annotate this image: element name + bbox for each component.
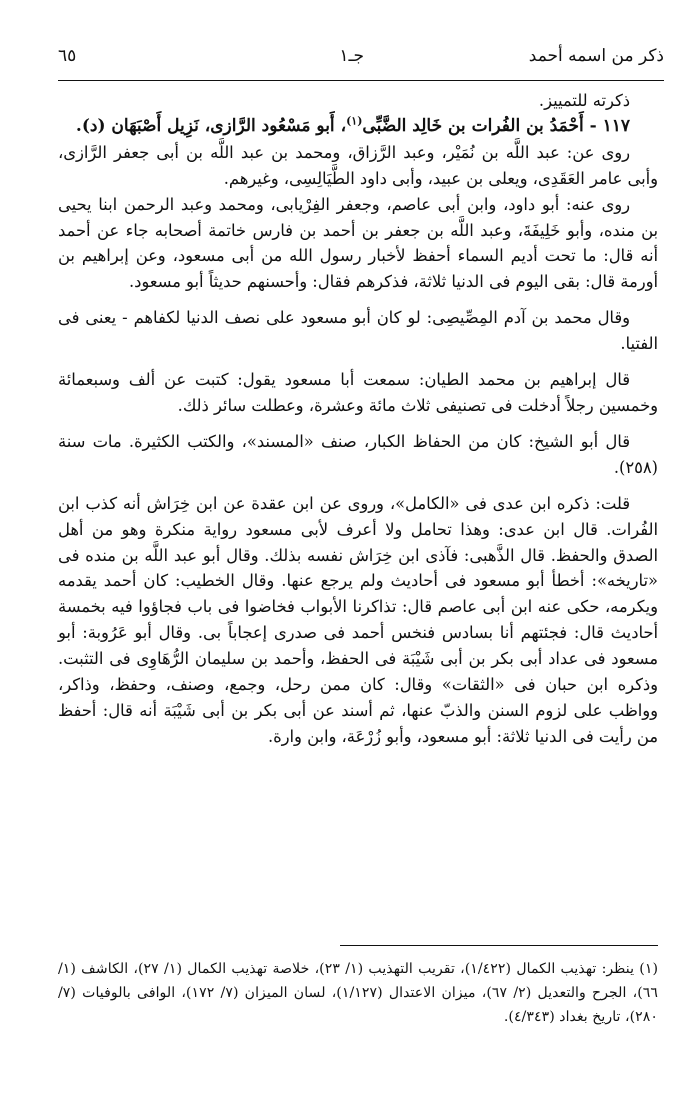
paragraph-abu-shaykh: قال أبو الشيخ: كان من الحفاظ الكبار، صنف «المسند»، والكتب الكثيرة. مات سنة (٢٥٨). xyxy=(58,431,658,477)
paragraph-tayyan: قال إبراهيم بن محمد الطيان: سمعت أبا مسعود يقول: كتبت عن ألف وسبعمائة وخمسين رجلاً أدخلت فى تصنيفى ثلاث مائة وعشرة، وعطلت سائر ذلك. xyxy=(58,370,658,415)
paragraph-narrated-by: روى عنه: أبو داود، وابن أبى عاصم، وجعفر الفِرْيابى، ومحمد وعبد الرحمن ابنا يحيى بن منده، وأبو خَلِيفَةَ، وعبد اللَّه بن جعفر بن أحمد بن فارس خاتمة أصحابه جاء عن أحمد أنه قال: ما تحت أديم السماء أحفظ لأخبار رسول الله من أبى مسعود، وعن إبراهيم بن أورمة قال: بقى اليوم فى الدنيا ثلاثة، فذكرهم فقال: وأحسنهم حديثاً أبو مسعود. xyxy=(58,194,658,292)
entry-heading xyxy=(58,114,658,140)
entry-number: ١١٧ - xyxy=(589,115,630,136)
running-title: ذكر من اسمه أحمد xyxy=(528,46,664,66)
paragraph-qultu: قلت: ذكره ابن عدى فى «الكامل»، وروى عن ابن عقدة عن ابن خِرَاش أنه كذب ابن الفُرات. قال ابن عدى: وهذا تحامل ولا أعرف لأبى مسعود رواية منكرة وهو من أهل الصدق والحفظ. قال الذَّهبى: فآذى ابن خِرَاش نفسه بذلك. وقال أبو عبد اللَّه بن منده فى «تاريخه»: أخطأ أبو مسعود فى أحاديث ولم يرجع عنها. وقال الخطيب: كان أحمد يقدمه ويكرمه، حكى عنه ابن أبى عاصم قال: تذاكرنا الأبواب فخاضوا فى باب فجاؤوا فيه بخمسة أحاديث قال: فجئتهم أنا بسادس فنخس أحمد فى صدرى إعجاباً بى. وقال أبو عَرُوبة: أبو مسعود فى عداد أبى بكر بن أبى شَيْبَة فى الحفظ، وأحمد بن سليمان الرُّهَاوِى فى التثبت. وذكره ابن حبان فى «الثقات» وقال: كان ممن رحل، وجمع، وصنف، وحفظ، وذاكر، وواظب على لزوم السنن والذبّ عنها، ثم أسند عن أبى بكر بن أبى شَيْبَة أنه قال: أحفظ من رأيت فى الدنيا ثلاثة: أبو مسعود، وأبو زُرْعَة، وابن وارة. xyxy=(58,493,658,746)
footnote-ref: (١) xyxy=(346,114,363,128)
page-number: ٦٥ xyxy=(58,46,77,66)
header-rule xyxy=(58,80,664,81)
footnotes xyxy=(58,957,658,1029)
entry-name: أَحْمَدُ بن الفُرات بن خَالِد الضَّبِّى xyxy=(362,115,584,136)
paragraph-missisi: وقال محمد بن آدم المِصِّيصِى: لو كان أبو مسعود على نصف الدنيا لكفاهم - يعنى فى الفتيا. xyxy=(58,308,658,354)
main-text xyxy=(58,88,658,750)
paragraph-intro: ذكرته للتمييز. xyxy=(538,91,630,110)
volume-label: جـ١ xyxy=(339,46,364,66)
paragraph-narrated-from: روى عن: عبد اللَّه بن نُمَيْر، وعبد الرَّزاق، ومحمد بن عبد اللَّه بن أبى جعفر الرَّازى، وأبى عامر العَقَدِى، ويعلى بن عبيد، وأبى داود الطَّيَالِسِى، وغيرهم. xyxy=(58,142,658,188)
footnote-rule xyxy=(340,945,658,946)
entry-name-cont: ، أَبو مَسْعُود الرَّازى، نَزِيل أَصْبَهَان (د). xyxy=(75,115,347,136)
footnote-1: (١) ينظر: تهذيب الكمال (١/٤٢٢)، تقريب التهذيب (١/ ٢٣)، خلاصة تهذيب الكمال (١/ ٢٧)، الكاشف (١/ ٦٦)، الجرح والتعديل (٢/ ٦٧)، ميزان الاعتدال (١/١٢٧)، لسان الميزان (٧/ ١٧٢)، الوافى بالوفيات (٧/ ٢٨٠)، تاريخ بغداد (٤/٣٤٣). xyxy=(58,961,658,1025)
running-header xyxy=(58,44,664,78)
